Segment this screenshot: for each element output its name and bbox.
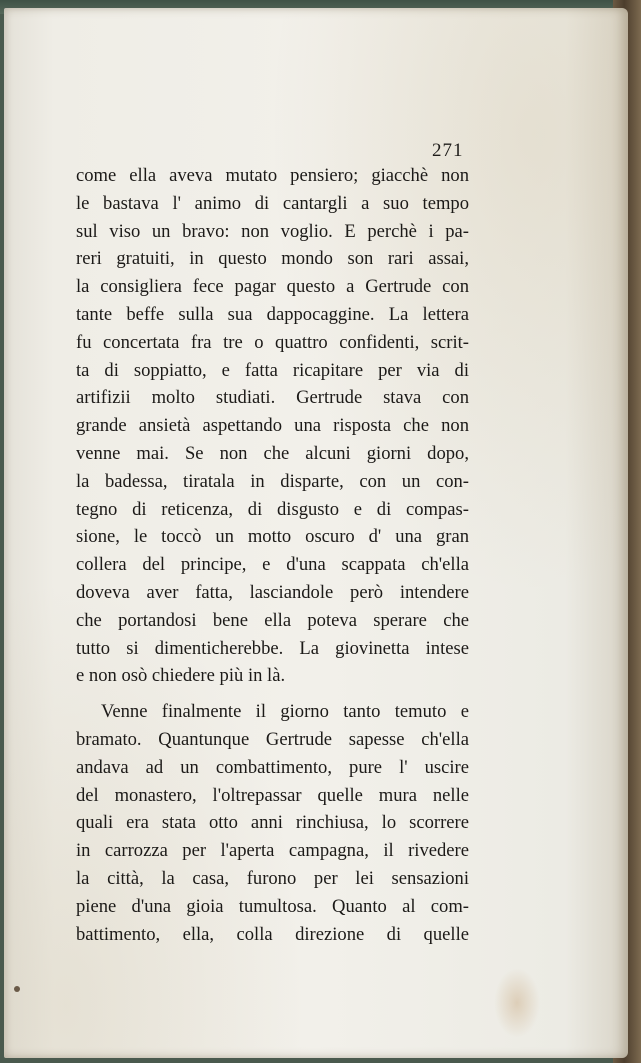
text-line: collera del principe, e d'una scappata ch'ella	[76, 554, 469, 576]
text-line: Venne finalmente il giorno tanto temuto e	[101, 701, 469, 723]
text-line: reri gratuiti, in questo mondo son rari assai,	[76, 248, 469, 270]
text-line: sione, le toccò un motto oscuro d' una gran	[76, 526, 469, 548]
text-line: del monastero, l'oltrepassar quelle mura nelle	[76, 784, 469, 806]
page-text	[76, 162, 469, 948]
text-line: bramato. Quantunque Gertrude sapesse ch'ella	[76, 728, 469, 750]
text-line: tutto si dimenticherebbe. La giovinetta intese	[76, 637, 469, 659]
page-spot	[14, 986, 20, 992]
text-line: la città, la casa, furono per lei sensazioni	[76, 867, 469, 889]
text-line: artifizii molto studiati. Gertrude stava con	[76, 387, 469, 409]
text-line: battimento, ella, colla direzione di quelle	[76, 923, 469, 945]
text-line: tante beffe sulla sua dappocaggine. La lettera	[76, 303, 469, 325]
text-line: ta di soppiatto, e fatta ricapitare per via di	[76, 359, 469, 381]
text-line: come ella aveva mutato pensiero; giacchè non	[76, 165, 469, 186]
paragraph-gap	[76, 690, 469, 698]
text-line: doveva aver fatta, lasciandole però intendere	[76, 581, 469, 603]
text-line: quali era stata otto anni rinchiusa, lo scorrere	[76, 812, 469, 834]
text-line: piene d'una gioia tumultosa. Quanto al com-	[76, 895, 469, 917]
text-line: sul viso un bravo: non voglio. E perchè i pa-	[76, 220, 469, 242]
text-line: le bastava l' animo di cantargli a suo tempo	[76, 192, 469, 214]
text-line: andava ad un combattimento, pure l' uscire	[76, 756, 469, 778]
text-line: venne mai. Se non che alcuni giorni dopo,	[76, 442, 469, 464]
text-line: e non osò chiedere più in là.	[76, 665, 286, 687]
text-line: la badessa, tiratala in disparte, con un con-	[76, 470, 469, 492]
text-line: grande ansietà aspettando una risposta che non	[76, 415, 469, 437]
text-line: la consigliera fece pagar questo a Gertrude con	[76, 276, 469, 298]
text-line: in carrozza per l'aperta campagna, il rivedere	[76, 840, 469, 862]
page-stain	[494, 968, 540, 1038]
text-line: fu concertata fra tre o quattro confidenti, scrit-	[76, 331, 469, 353]
page-number: 271	[432, 140, 464, 161]
text-line: tegno di reticenza, di disgusto e di compas-	[76, 498, 469, 520]
text-line: che portandosi bene ella poteva sperare che	[76, 609, 469, 631]
